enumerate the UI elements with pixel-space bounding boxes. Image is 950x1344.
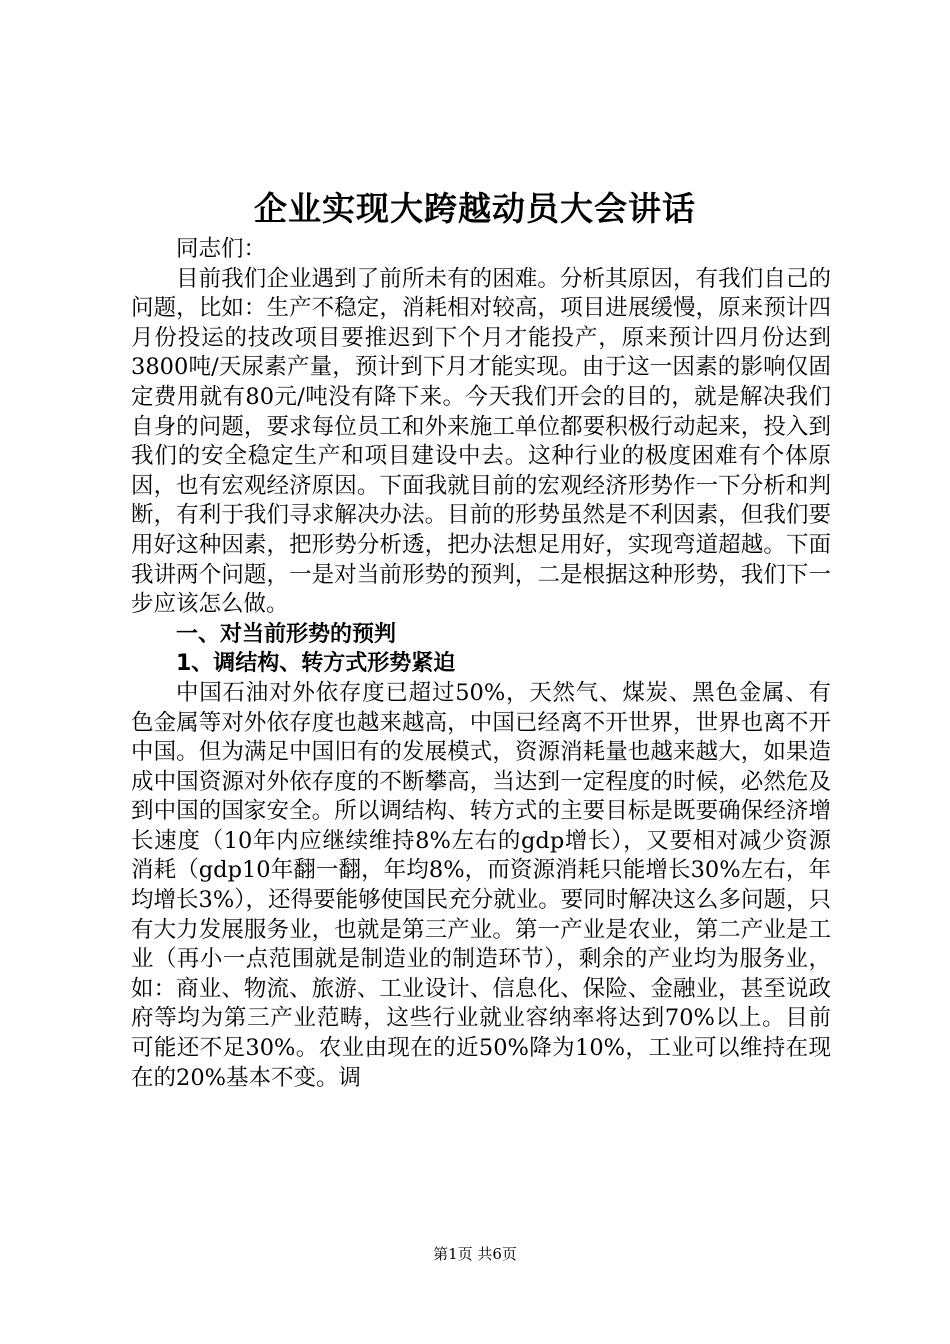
paragraph-structure: 中国石油对外依存度已超过50%，天然气、煤炭、黑色金属、有色金属等对外依存度也越来越高，中国已经离不开世界，世界也离不开中国。但为满足中国旧有的发展模式，资源消耗量也越来越大，如果造成中国资源对外依存度的不断攀高，当达到一定程度的时候，必然危及到中国的国家安全。所以调结构、转方式的主要目标是既要确保经济增长速度（10年内应继续维持8%左右的gdp增长），又要相对减少资源消耗（gdp10年翻一翻，年均8%，而资源消耗只能增长30%左右，年均增长3%），还得要能够使国民充分就业。要同时解决这么多问题，只有大力发展服务业，也就是第三产业。第一产业是农业，第二产业是工业（再小一点范围就是制造业的制造环节），剩余的产业均为服务业，如：商业、物流、旅游、工业设计、信息化、保险、金融业，甚至说政府等均为第三产业范畴，这些行业就业容纳率将达到70%以上。目前可能还不足30%。农业由现在的近50%降为10%，工业可以维持在现在的20%基本不变。调 [131, 679, 831, 1091]
paragraph-intro: 目前我们企业遇到了前所未有的困难。分析其原因，有我们自己的问题，比如：生产不稳定，消耗相对较高，项目进展缓慢，原来预计四月份投运的技改项目要推迟到下个月才能投产，原来预计四月份达到3800吨/天尿素产量，预计到下月才能实现。由于这一因素的影响仅固定费用就有80元/吨没有降下来。今天我们开会的目的，就是解决我们自身的问题，要求每位员工和外来施工单位都要积极行动起来，投入到我们的安全稳定生产和项目建设中去。这种行业的极度困难有个体原因，也有宏观经济原因。下面我就目前的宏观经济形势作一下分析和判断，有利于我们寻求解决办法。目前的形势虽然是不利因素，但我们要用好这种因素，把形势分析透，把办法想足用好，实现弯道超越。下面我讲两个问题，一是对当前形势的预判，二是根据这种形势，我们下一步应该怎么做。 [131, 265, 831, 618]
document-title: 企业实现大跨越动员大会讲话 [254, 189, 696, 228]
document-body [131, 235, 831, 1093]
subsection-heading: 1、调结构、转方式形势紧迫 [176, 651, 456, 677]
section-heading: 一、对当前形势的预判 [176, 621, 397, 647]
salutation: 同志们： [176, 236, 267, 262]
page-footer: 第1页 共6页 [433, 1245, 517, 1263]
